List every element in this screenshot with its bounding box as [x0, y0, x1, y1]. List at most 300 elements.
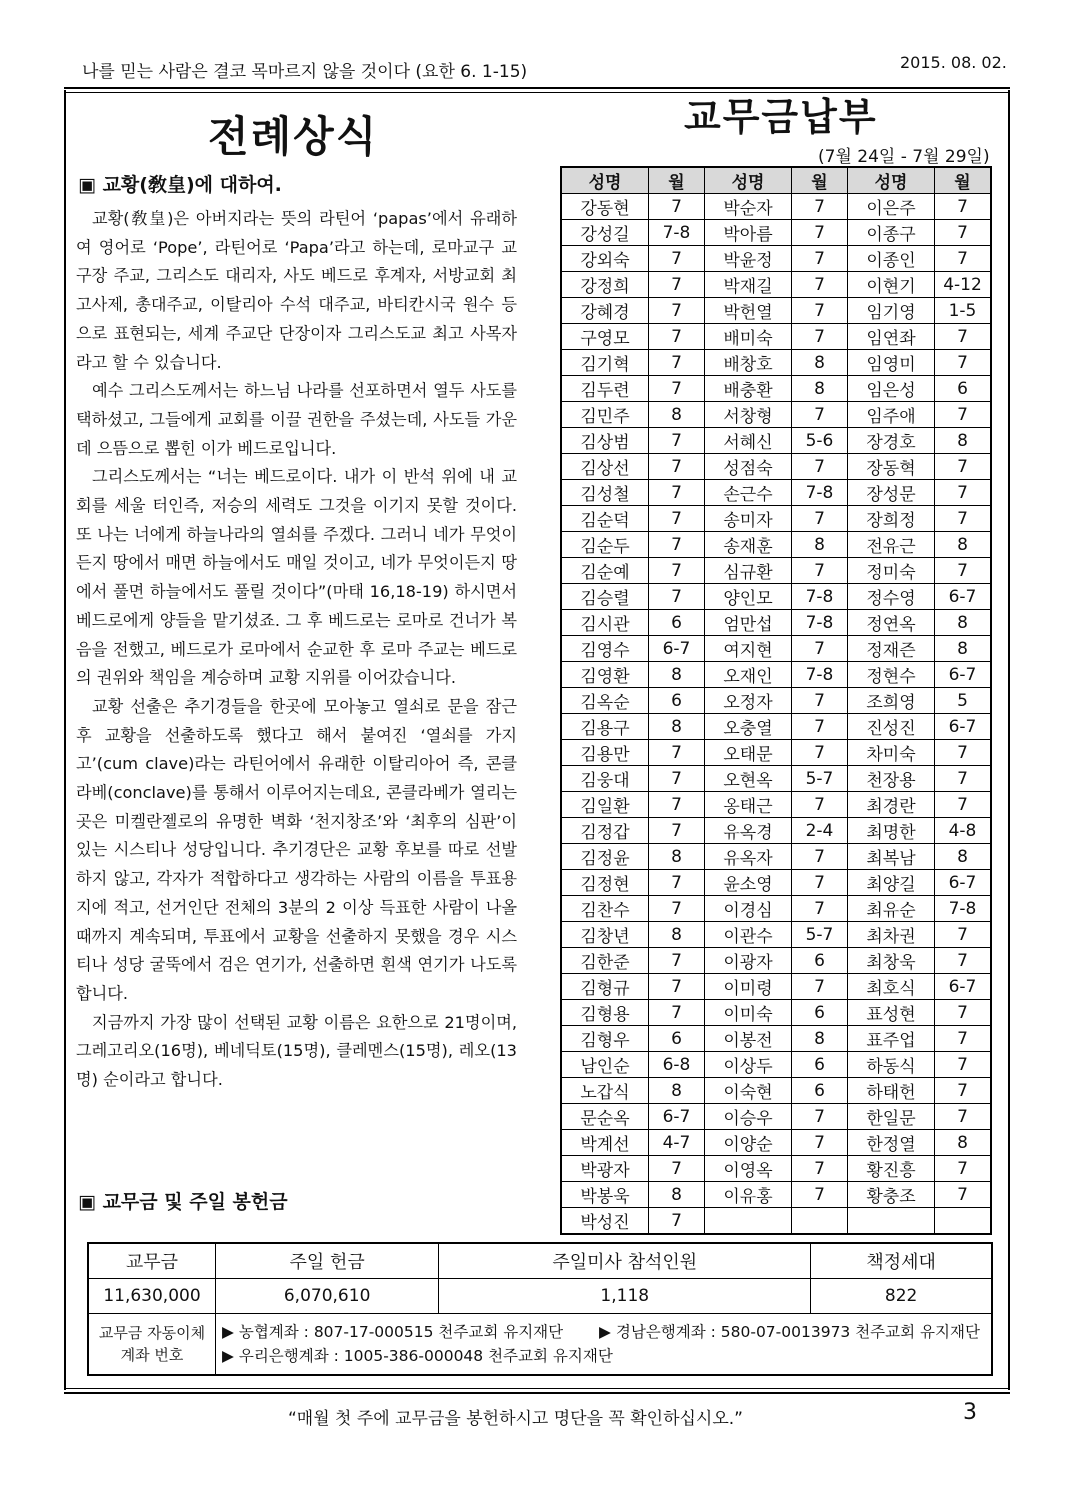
roster-name-cell: 한정열 — [848, 1130, 935, 1156]
roster-row — [561, 1208, 991, 1235]
roster-name-cell: 손근수 — [705, 480, 792, 506]
roster-month-cell: 7 — [649, 376, 705, 402]
roster-month-cell: 6 — [649, 688, 705, 714]
roster-row — [561, 324, 991, 350]
roster-month-cell: 7 — [792, 870, 848, 896]
roster-name-cell: 최명한 — [848, 818, 935, 844]
roster-month-cell: 7 — [792, 246, 848, 272]
roster-name-cell: 이숙현 — [705, 1078, 792, 1104]
roster-name-cell: 임은성 — [848, 376, 935, 402]
roster-month-cell: 7 — [792, 272, 848, 298]
roster-name-cell: 서혜신 — [705, 428, 792, 454]
roster-row — [561, 740, 991, 766]
roster-name-cell: 박헌열 — [705, 298, 792, 324]
roster-name-cell: 엄만섭 — [705, 610, 792, 636]
article-paragraph: 지금까지 가장 많이 선택된 교황 이름은 요한으로 21명이며, 그레고리오(16명), 베네딕토(15명), 클레멘스(15명), 레오(13명) 순이라고 합니다. — [76, 1012, 517, 1090]
roster-name-cell: 최경란 — [848, 792, 935, 818]
roster-month-cell: 7 — [935, 506, 992, 532]
accounts-line-1 — [222, 1320, 985, 1344]
roster-row — [561, 376, 991, 402]
roster-name-cell: 하동식 — [848, 1052, 935, 1078]
roster-name-cell: 황진흥 — [848, 1156, 935, 1182]
roster-name-cell: 최창욱 — [848, 948, 935, 974]
roster-month-cell: 8 — [649, 1078, 705, 1104]
roster-name-cell: 정현수 — [848, 662, 935, 688]
section-title-pope: ▣ 교황(敎皇)에 대하여. — [78, 174, 282, 196]
roster-row — [561, 792, 991, 818]
roster-month-cell: 7 — [792, 220, 848, 246]
roster-month-cell: 7 — [792, 402, 848, 428]
roster-month-cell: 7 — [792, 324, 848, 350]
roster-row — [561, 1052, 991, 1078]
roster-month-cell: 7 — [792, 1104, 848, 1130]
roster-header-name: 성명 — [561, 167, 649, 194]
summary-value-attendance: 1,118 — [439, 1279, 811, 1314]
roster-month-cell: 7 — [935, 1000, 992, 1026]
roster-month-cell: 8 — [935, 1130, 992, 1156]
roster-name-cell: 김시관 — [561, 610, 649, 636]
article-body — [76, 205, 517, 1095]
roster-month-cell: 7 — [935, 792, 992, 818]
roster-month-cell: 6 — [649, 1026, 705, 1052]
summary-value-households: 822 — [811, 1279, 992, 1314]
roster-name-cell: 김두련 — [561, 376, 649, 402]
roster-name-cell: 김일환 — [561, 792, 649, 818]
roster-name-cell: 문순옥 — [561, 1104, 649, 1130]
footer-reminder: “매월 첫 주에 교무금을 봉헌하시고 명단을 꼭 확인하십시오.” — [288, 1409, 743, 1429]
summary-value-row — [88, 1279, 992, 1314]
roster-name-cell: 전유근 — [848, 532, 935, 558]
roster-name-cell: 박재길 — [705, 272, 792, 298]
roster-month-cell: 7 — [935, 220, 992, 246]
roster-row — [561, 844, 991, 870]
roster-name-cell: 송재훈 — [705, 532, 792, 558]
roster-month-cell: 7 — [649, 324, 705, 350]
roster-row — [561, 948, 991, 974]
roster-name-cell: 하태헌 — [848, 1078, 935, 1104]
roster-row — [561, 1104, 991, 1130]
header-date: 2015. 08. 02. — [900, 53, 1007, 72]
roster-month-cell: 7 — [792, 740, 848, 766]
roster-month-cell: 7 — [649, 818, 705, 844]
roster-month-cell: 7 — [649, 480, 705, 506]
roster-month-cell: 7 — [649, 948, 705, 974]
article-paragraph: 교황 선출은 추기경들을 한곳에 모아놓고 열쇠로 문을 잠근 후 교황을 선출하도록 했다고 해서 붙여진 ‘열쇠를 가지고’(cum clave)라는 라틴어에서 유래한 이탈리아어 즉, 콘클라베(conclave)를 통해서 이루어지는데요, 콘클라베가 열리는 곳은 미켈란젤로의 유명한 벽화 ‘천지창조’와 ‘최후의 심판’이 있는 시스티나 성당입니다. 추기경단은 교황 후보를 따로 선발하지 않고, 각자가 적합하다고 생각하는 사람의 이름을 투표용지에 적고, 선거인단 전체의 3분의 2 이상 득표한 사람이 나올 때까지 계속되며, 투표에서 교황을 선출하지 못했을 경우 시스티나 성당 굴뚝에서 검은 연기가, 선출하면 흰색 연기가 나도록 합니다. — [76, 696, 517, 1003]
account-woori: ▶ 우리은행계좌 : 1005-386-000048 천주교회 유지재단 — [222, 1347, 613, 1365]
roster-name-cell: 오태문 — [705, 740, 792, 766]
roster-month-cell: 7-8 — [649, 220, 705, 246]
roster-row — [561, 272, 991, 298]
roster-name-cell: 김성철 — [561, 480, 649, 506]
roster-month-cell: 7 — [935, 454, 992, 480]
roster-name-cell — [848, 1208, 935, 1235]
roster-name-cell: 이영옥 — [705, 1156, 792, 1182]
roster-name-cell: 배미숙 — [705, 324, 792, 350]
roster-month-cell: 7 — [649, 558, 705, 584]
roster-name-cell: 이미령 — [705, 974, 792, 1000]
roster-name-cell: 강성길 — [561, 220, 649, 246]
section-title-offering: ▣ 교무금 및 주일 봉헌금 — [78, 1191, 288, 1213]
roster-name-cell: 차미숙 — [848, 740, 935, 766]
roster-month-cell: 8 — [792, 1026, 848, 1052]
roster-name-cell: 김창년 — [561, 922, 649, 948]
roster-row — [561, 870, 991, 896]
roster-row — [561, 584, 991, 610]
roster-name-cell: 오재인 — [705, 662, 792, 688]
roster-month-cell: 7 — [792, 688, 848, 714]
roster-month-cell: 7 — [649, 1156, 705, 1182]
roster-month-cell: 7 — [649, 506, 705, 532]
roster-name-cell: 구영모 — [561, 324, 649, 350]
roster-month-cell: 6-7 — [935, 662, 992, 688]
roster-month-cell: 7 — [935, 558, 992, 584]
roster-row — [561, 714, 991, 740]
roster-name-cell: 정수영 — [848, 584, 935, 610]
roster-name-cell: 이현기 — [848, 272, 935, 298]
roster-row — [561, 402, 991, 428]
roster-header-month: 월 — [649, 167, 705, 194]
roster-row — [561, 896, 991, 922]
roster-name-cell: 노갑식 — [561, 1078, 649, 1104]
roster-month-cell: 6-7 — [935, 870, 992, 896]
roster-row — [561, 766, 991, 792]
account-nonghyup: ▶ 농협계좌 : 807-17-000515 천주교회 유지재단 — [222, 1323, 564, 1341]
summary-header-dues: 교무금 — [88, 1243, 216, 1279]
roster-name-cell: 한일문 — [848, 1104, 935, 1130]
roster-name-cell: 김형우 — [561, 1026, 649, 1052]
roster-month-cell: 8 — [649, 662, 705, 688]
roster-month-cell: 7 — [649, 298, 705, 324]
roster-name-cell: 장경호 — [848, 428, 935, 454]
roster-name-cell: 양인모 — [705, 584, 792, 610]
roster-name-cell: 최차권 — [848, 922, 935, 948]
roster-name-cell: 천장용 — [848, 766, 935, 792]
roster-row — [561, 1156, 991, 1182]
roster-row — [561, 662, 991, 688]
roster-row — [561, 480, 991, 506]
roster-month-cell: 6 — [792, 1052, 848, 1078]
roster-month-cell: 8 — [649, 1182, 705, 1208]
roster-month-cell: 7 — [935, 1156, 992, 1182]
roster-month-cell: 7 — [649, 896, 705, 922]
roster-month-cell: 7 — [649, 766, 705, 792]
roster-month-cell: 6-7 — [935, 974, 992, 1000]
summary-value-sunday-offering: 6,070,610 — [216, 1279, 439, 1314]
roster-name-cell — [705, 1208, 792, 1235]
roster-name-cell: 유옥경 — [705, 818, 792, 844]
roster-row — [561, 1130, 991, 1156]
roster-name-cell: 김상범 — [561, 428, 649, 454]
roster-header-month: 월 — [935, 167, 992, 194]
roster-month-cell: 7 — [649, 246, 705, 272]
roster-month-cell: 7-8 — [792, 662, 848, 688]
roster-header-name: 성명 — [848, 167, 935, 194]
roster-name-cell: 강외숙 — [561, 246, 649, 272]
roster-month-cell: 7 — [792, 714, 848, 740]
accounts-label-line: 계좌 번호 — [120, 1346, 184, 1364]
roster-month-cell: 7 — [792, 896, 848, 922]
roster-name-cell: 이관수 — [705, 922, 792, 948]
roster-name-cell: 김한준 — [561, 948, 649, 974]
roster-name-cell: 장성문 — [848, 480, 935, 506]
roster-name-cell: 이봉전 — [705, 1026, 792, 1052]
frame-right-rule — [1008, 90, 1010, 1390]
roster-body — [561, 194, 991, 1235]
roster-month-cell: 6-7 — [935, 714, 992, 740]
roster-name-cell: 강혜경 — [561, 298, 649, 324]
roster-row — [561, 350, 991, 376]
roster-month-cell: 7 — [935, 350, 992, 376]
roster-month-cell: 7-8 — [935, 896, 992, 922]
roster-name-cell: 김형규 — [561, 974, 649, 1000]
payment-title: 교무금납부 — [684, 95, 878, 139]
roster-name-cell: 김영수 — [561, 636, 649, 662]
roster-month-cell: 8 — [935, 532, 992, 558]
roster-name-cell: 표주업 — [848, 1026, 935, 1052]
roster-name-cell: 강동현 — [561, 194, 649, 220]
roster-name-cell: 최호식 — [848, 974, 935, 1000]
roster-name-cell: 박아름 — [705, 220, 792, 246]
roster-month-cell: 7 — [792, 194, 848, 220]
summary-value-dues: 11,630,000 — [88, 1279, 216, 1314]
roster-month-cell: 7 — [935, 766, 992, 792]
roster-month-cell: 6-7 — [649, 1104, 705, 1130]
roster-name-cell: 이유홍 — [705, 1182, 792, 1208]
roster-month-cell: 5-7 — [792, 922, 848, 948]
roster-row — [561, 532, 991, 558]
roster-month-cell: 8 — [935, 428, 992, 454]
roster-month-cell: 7 — [649, 584, 705, 610]
roster-name-cell: 임기영 — [848, 298, 935, 324]
roster-name-cell: 성점숙 — [705, 454, 792, 480]
roster-name-cell: 이종구 — [848, 220, 935, 246]
payment-period: (7월 24일 - 7월 29일) — [818, 147, 990, 167]
roster-month-cell: 7 — [649, 870, 705, 896]
roster-month-cell — [935, 1208, 992, 1235]
roster-name-cell: 김용만 — [561, 740, 649, 766]
account-kyongnam: ▶ 경남은행계좌 : 580-07-0013973 천주교회 유지재단 — [599, 1323, 980, 1341]
roster-month-cell: 7 — [649, 194, 705, 220]
roster-name-cell: 옹태근 — [705, 792, 792, 818]
roster-name-cell: 김옥순 — [561, 688, 649, 714]
roster-month-cell: 7 — [792, 974, 848, 1000]
roster-month-cell: 8 — [649, 844, 705, 870]
roster-row — [561, 610, 991, 636]
roster-month-cell: 5-6 — [792, 428, 848, 454]
roster-row — [561, 688, 991, 714]
roster-name-cell: 남인순 — [561, 1052, 649, 1078]
roster-month-cell: 1-5 — [935, 298, 992, 324]
roster-month-cell: 7 — [792, 1130, 848, 1156]
roster-name-cell: 김승렬 — [561, 584, 649, 610]
header-verse: 나를 믿는 사람은 결코 목마르지 않을 것이다 (요한 6. 1-15) — [82, 62, 528, 82]
roster-name-cell: 박윤정 — [705, 246, 792, 272]
roster-name-cell: 최유순 — [848, 896, 935, 922]
roster-month-cell: 6 — [935, 376, 992, 402]
roster-name-cell: 김웅대 — [561, 766, 649, 792]
roster-name-cell: 진성진 — [848, 714, 935, 740]
page-number: 3 — [963, 1400, 977, 1425]
roster-month-cell: 7 — [935, 402, 992, 428]
roster-month-cell: 7 — [935, 1026, 992, 1052]
summary-header-attendance: 주일미사 참석인원 — [439, 1243, 811, 1279]
roster-name-cell: 송미자 — [705, 506, 792, 532]
roster-name-cell: 박계선 — [561, 1130, 649, 1156]
roster-name-cell: 조희영 — [848, 688, 935, 714]
roster-month-cell: 7 — [792, 558, 848, 584]
offering-summary-table — [87, 1242, 993, 1376]
roster-name-cell: 배충환 — [705, 376, 792, 402]
roster-month-cell: 7 — [935, 1078, 992, 1104]
roster-month-cell: 7 — [649, 1208, 705, 1235]
roster-name-cell: 서창형 — [705, 402, 792, 428]
roster-month-cell: 2-4 — [792, 818, 848, 844]
roster-month-cell: 6 — [792, 1078, 848, 1104]
roster-month-cell: 7 — [935, 740, 992, 766]
roster-name-cell: 김형용 — [561, 1000, 649, 1026]
roster-name-cell: 이승우 — [705, 1104, 792, 1130]
roster-name-cell: 배창호 — [705, 350, 792, 376]
roster-month-cell: 8 — [792, 350, 848, 376]
article-paragraph: 예수 그리스도께서는 하느님 나라를 선포하면서 열두 사도를 택하셨고, 그들에게 교회를 이끌 권한을 주셨는데, 사도들 가운데 으뜸으로 뽑힌 이가 베드로입니다. — [76, 381, 517, 458]
liturgy-title: 전례상식 — [208, 112, 379, 161]
accounts-label — [88, 1314, 216, 1376]
roster-month-cell: 7 — [935, 480, 992, 506]
roster-row — [561, 1026, 991, 1052]
roster-month-cell: 7 — [935, 1052, 992, 1078]
roster-row — [561, 558, 991, 584]
roster-name-cell: 장동혁 — [848, 454, 935, 480]
accounts-row — [88, 1314, 992, 1376]
roster-name-cell: 박성진 — [561, 1208, 649, 1235]
roster-row — [561, 428, 991, 454]
roster-month-cell: 8 — [649, 922, 705, 948]
roster-name-cell: 김정윤 — [561, 844, 649, 870]
roster-month-cell: 8 — [935, 636, 992, 662]
roster-month-cell: 7 — [935, 1104, 992, 1130]
roster-name-cell: 정재즌 — [848, 636, 935, 662]
roster-month-cell: 7 — [792, 454, 848, 480]
roster-name-cell: 최복남 — [848, 844, 935, 870]
roster-row — [561, 506, 991, 532]
roster-row — [561, 1078, 991, 1104]
roster-row — [561, 220, 991, 246]
roster-name-cell: 임영미 — [848, 350, 935, 376]
roster-month-cell: 8 — [649, 714, 705, 740]
roster-month-cell: 7 — [792, 844, 848, 870]
roster-name-cell: 김용구 — [561, 714, 649, 740]
roster-name-cell: 장희정 — [848, 506, 935, 532]
roster-name-cell: 김순예 — [561, 558, 649, 584]
roster-row — [561, 636, 991, 662]
summary-header-sunday-offering: 주일 헌금 — [216, 1243, 439, 1279]
roster-month-cell: 7 — [649, 350, 705, 376]
roster-name-cell: 김정갑 — [561, 818, 649, 844]
roster-name-cell: 표성현 — [848, 1000, 935, 1026]
roster-month-cell: 7 — [649, 740, 705, 766]
frame-left-rule — [64, 90, 66, 1390]
roster-name-cell: 오충열 — [705, 714, 792, 740]
roster-name-cell: 유옥자 — [705, 844, 792, 870]
frame-bottom-rule — [64, 1388, 1010, 1394]
roster-name-cell: 김상선 — [561, 454, 649, 480]
roster-row — [561, 1182, 991, 1208]
roster-row — [561, 454, 991, 480]
roster-month-cell: 7-8 — [792, 610, 848, 636]
roster-name-cell: 정미숙 — [848, 558, 935, 584]
roster-name-cell: 심규환 — [705, 558, 792, 584]
roster-row — [561, 922, 991, 948]
roster-name-cell: 이미숙 — [705, 1000, 792, 1026]
roster-row — [561, 194, 991, 220]
roster-name-cell: 이상두 — [705, 1052, 792, 1078]
roster-month-cell: 7 — [935, 948, 992, 974]
roster-name-cell: 여지현 — [705, 636, 792, 662]
roster-name-cell: 김순두 — [561, 532, 649, 558]
roster-month-cell: 5 — [935, 688, 992, 714]
roster-month-cell: 7 — [649, 454, 705, 480]
roster-month-cell: 4-8 — [935, 818, 992, 844]
roster-month-cell: 8 — [792, 532, 848, 558]
roster-name-cell: 박봉욱 — [561, 1182, 649, 1208]
roster-header-month: 월 — [792, 167, 848, 194]
roster-name-cell: 이광자 — [705, 948, 792, 974]
roster-month-cell: 7 — [935, 246, 992, 272]
roster-month-cell: 7 — [792, 636, 848, 662]
roster-month-cell: 7 — [792, 1156, 848, 1182]
roster-name-cell: 윤소영 — [705, 870, 792, 896]
summary-header-row — [88, 1243, 992, 1279]
roster-month-cell: 6 — [792, 948, 848, 974]
roster-month-cell: 5-7 — [792, 766, 848, 792]
roster-row — [561, 298, 991, 324]
payment-roster-table — [560, 166, 992, 1235]
roster-month-cell: 7 — [649, 272, 705, 298]
roster-month-cell: 7 — [649, 974, 705, 1000]
roster-header-row — [561, 167, 991, 194]
roster-month-cell: 7 — [649, 428, 705, 454]
roster-name-cell: 김순덕 — [561, 506, 649, 532]
roster-month-cell: 7 — [792, 506, 848, 532]
roster-month-cell: 8 — [649, 402, 705, 428]
roster-month-cell: 7-8 — [792, 480, 848, 506]
roster-header-name: 성명 — [705, 167, 792, 194]
roster-month-cell: 7 — [792, 792, 848, 818]
roster-row — [561, 1000, 991, 1026]
accounts-list — [216, 1314, 993, 1376]
roster-month-cell: 7 — [935, 194, 992, 220]
roster-month-cell: 4-12 — [935, 272, 992, 298]
roster-month-cell: 7 — [935, 922, 992, 948]
roster-month-cell: 6-8 — [649, 1052, 705, 1078]
roster-row — [561, 818, 991, 844]
roster-name-cell: 정연옥 — [848, 610, 935, 636]
roster-month-cell: 7 — [935, 324, 992, 350]
roster-month-cell: 6-7 — [649, 636, 705, 662]
roster-month-cell: 4-7 — [649, 1130, 705, 1156]
roster-month-cell: 8 — [935, 610, 992, 636]
roster-month-cell: 7 — [792, 298, 848, 324]
roster-month-cell: 7 — [649, 1000, 705, 1026]
roster-name-cell: 임주애 — [848, 402, 935, 428]
roster-name-cell: 김영환 — [561, 662, 649, 688]
article-paragraph: 그리스도께서는 “너는 베드로이다. 내가 이 반석 위에 내 교회를 세울 터인즉, 저승의 세력도 그것을 이기지 못할 것이다. 또 나는 너에게 하늘나라의 열쇠를 주겠다. 그러니 네가 무엇이든지 땅에서 매면 하늘에서도 매일 것이고, 네가 무엇이든지 땅에서 풀면 하늘에서도 풀릴 것이다”(마태 16,18-19) 하시면서 베드로에게 양들을 맡기셨죠. 그 후 베드로는 로마로 건너가 복음을 전했고, 베드로가 로마에서 순교한 후 로마 주교는 베드로의 권위와 책임을 계승하며 교황 지위를 이어갔습니다. — [76, 467, 517, 688]
roster-name-cell: 박광자 — [561, 1156, 649, 1182]
roster-name-cell: 이종인 — [848, 246, 935, 272]
summary-header-households: 책정세대 — [811, 1243, 992, 1279]
roster-name-cell: 황충조 — [848, 1182, 935, 1208]
roster-month-cell: 8 — [792, 376, 848, 402]
